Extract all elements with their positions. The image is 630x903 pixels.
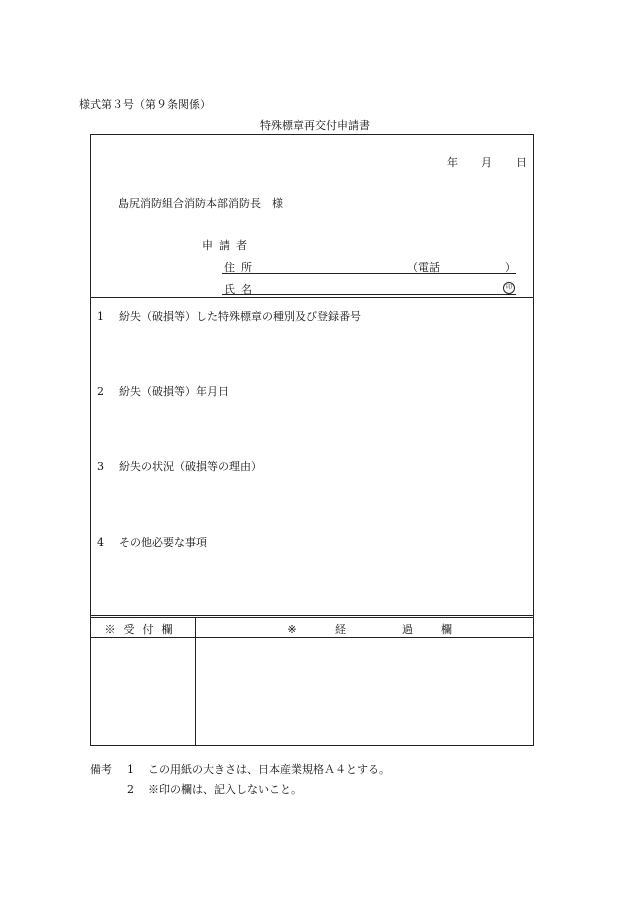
item-lost-emblem-type [97,311,361,322]
section-divider [90,297,534,298]
item-text: 紛失（破損等）した特殊標章の種別及び登録番号 [119,310,361,323]
address-underline [222,273,516,274]
item-number: 3 [97,460,104,473]
note-text: この用紙の大きさは、日本産業規格Ａ４とする。 [148,763,390,776]
progress-header-mark: ※ [287,623,297,636]
progress-header-char: 過 [402,623,413,636]
date-day-label: 日 [516,156,527,169]
recipient-line: 島尻消防組合消防本部消防長 様 [118,197,283,210]
form-title: 特殊標章再交付申請書 [260,119,370,132]
date-year-label: 年 [447,156,458,169]
remark-note [127,784,302,795]
address-label: 住所 [224,261,258,274]
phone-close-paren: ） [505,261,516,274]
reception-column-header: ※受付欄 [104,623,181,636]
date-month-label: 月 [481,156,492,169]
form-frame [90,134,534,746]
item-number: 1 [97,310,104,323]
progress-header-char: 経 [335,623,346,636]
item-other-matters [97,537,207,548]
item-lost-situation [97,461,262,472]
form-number: 様式第３号（第９条関係） [79,98,211,111]
note-number: 2 [127,783,134,796]
note-number: 1 [127,763,134,776]
remarks-label: 備考 [90,763,112,776]
item-number: 4 [97,536,104,549]
remark-note [127,764,390,775]
table-top-border [90,615,534,616]
item-text: 紛失の状況（破損等の理由） [119,460,262,473]
table-top-border-inner [90,617,534,618]
item-text: 紛失（破損等）年月日 [119,385,229,398]
item-lost-date [97,386,229,397]
item-number: 2 [97,385,104,398]
progress-header-char: 欄 [441,623,452,636]
applicant-label: 申請者 [202,239,253,252]
date-row [447,157,527,168]
table-header-divider [90,637,534,638]
progress-column-header [195,624,534,635]
name-label: 氏名 [224,283,258,296]
seal-mark: 印 [503,282,515,294]
note-text: ※印の欄は、記入しないこと。 [148,783,302,796]
name-underline [222,294,516,295]
phone-label: （電話 [407,261,440,274]
item-text: その他必要な事項 [119,536,207,549]
